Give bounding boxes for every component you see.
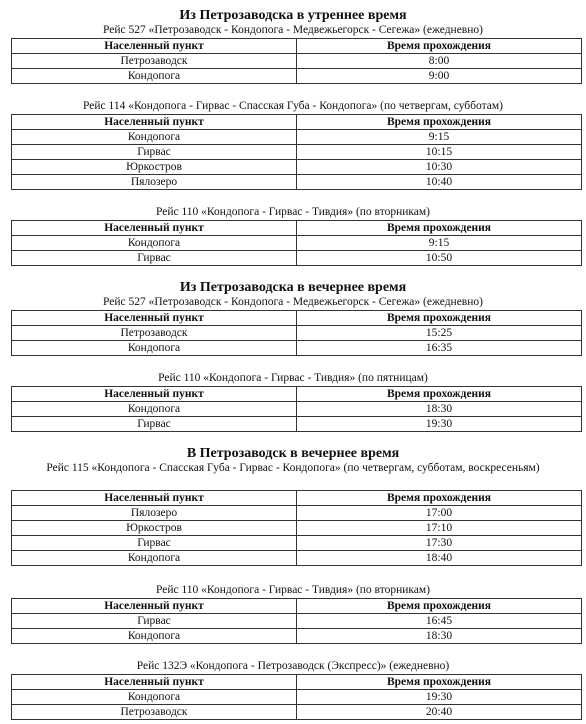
- table-row: [12, 705, 582, 720]
- cell-place: Петрозаводск: [12, 326, 297, 341]
- table-row: [12, 536, 582, 551]
- cell-place: Гирвас: [12, 614, 297, 629]
- timetable: [11, 490, 582, 566]
- route-label: Рейс 110 «Кондопога - Гирвас - Тивдия» (по вторникам): [155, 584, 431, 596]
- cell-time: 19:30: [297, 417, 582, 432]
- table-row: [12, 69, 582, 84]
- header-time: Время прохождения: [297, 599, 582, 614]
- table-row: [12, 417, 582, 432]
- cell-place: Кондопога: [12, 130, 297, 145]
- header-time: Время прохождения: [297, 39, 582, 54]
- header-place: Населенный пункт: [12, 115, 297, 130]
- cell-time: 10:50: [297, 251, 582, 266]
- timetable: [11, 38, 582, 84]
- cell-place: Пялозеро: [12, 175, 297, 190]
- table-header-row: [12, 221, 582, 236]
- cell-place: Кондопога: [12, 402, 297, 417]
- section-title-evening-to: В Петрозаводск в вечернее время: [186, 446, 400, 461]
- cell-time: 8:00: [297, 54, 582, 69]
- section-title-morning-from: Из Петрозаводска в утреннее время: [179, 8, 407, 23]
- timetable: [11, 598, 582, 644]
- cell-place: Петрозаводск: [12, 705, 297, 720]
- table-header-row: [12, 387, 582, 402]
- table-row: [12, 160, 582, 175]
- route-label: Рейс 115 «Кондопога - Спасская Губа - Гирвас - Кондопога» (по четвергам, субботам, воскресеньям): [46, 462, 540, 474]
- cell-place: Юркостров: [12, 160, 297, 175]
- table-row: [12, 54, 582, 69]
- route-label: Рейс 110 «Кондопога - Гирвас - Тивдия» (по вторникам): [155, 206, 431, 218]
- cell-time: 17:00: [297, 506, 582, 521]
- header-place: Населенный пункт: [12, 311, 297, 326]
- cell-time: 20:40: [297, 705, 582, 720]
- cell-place: Юркостров: [12, 521, 297, 536]
- table-header-row: [12, 311, 582, 326]
- table-header-row: [12, 675, 582, 690]
- cell-place: Гирвас: [12, 145, 297, 160]
- header-time: Время прохождения: [297, 491, 582, 506]
- route-label: Рейс 110 «Кондопога - Гирвас - Тивдия» (по пятницам): [158, 372, 428, 384]
- table-row: [12, 145, 582, 160]
- table-header-row: [12, 39, 582, 54]
- cell-time: 18:30: [297, 629, 582, 644]
- table-row: [12, 251, 582, 266]
- timetable: [11, 674, 582, 720]
- header-place: Населенный пункт: [12, 221, 297, 236]
- table-row: [12, 521, 582, 536]
- table-row: [12, 690, 582, 705]
- cell-place: Петрозаводск: [12, 54, 297, 69]
- table-row: [12, 506, 582, 521]
- cell-time: 19:30: [297, 690, 582, 705]
- header-time: Время прохождения: [297, 387, 582, 402]
- cell-time: 10:15: [297, 145, 582, 160]
- timetable: [11, 386, 582, 432]
- header-time: Время прохождения: [297, 221, 582, 236]
- cell-time: 10:30: [297, 160, 582, 175]
- cell-place: Гирвас: [12, 536, 297, 551]
- timetable: [11, 220, 582, 266]
- cell-time: 18:40: [297, 551, 582, 566]
- header-place: Населенный пункт: [12, 387, 297, 402]
- route-label: Рейс 527 «Петрозаводск - Кондопога - Медвежьегорск - Сегежа» (ежедневно): [103, 24, 483, 36]
- table-header-row: [12, 599, 582, 614]
- cell-place: Кондопога: [12, 341, 297, 356]
- cell-time: 9:15: [297, 130, 582, 145]
- route-label: Рейс 527 «Петрозаводск - Кондопога - Медвежьегорск - Сегежа» (ежедневно): [103, 296, 483, 308]
- route-label: Рейс 132Э «Кондопога - Петрозаводск (Экспресс)» (ежедневно): [136, 660, 450, 672]
- table-row: [12, 629, 582, 644]
- timetable: [11, 310, 582, 356]
- cell-place: Кондопога: [12, 69, 297, 84]
- header-time: Время прохождения: [297, 675, 582, 690]
- cell-time: 17:30: [297, 536, 582, 551]
- header-place: Населенный пункт: [12, 491, 297, 506]
- table-header-row: [12, 491, 582, 506]
- table-row: [12, 402, 582, 417]
- table-row: [12, 614, 582, 629]
- cell-time: 15:25: [297, 326, 582, 341]
- cell-place: Кондопога: [12, 690, 297, 705]
- cell-place: Кондопога: [12, 236, 297, 251]
- cell-place: Пялозеро: [12, 506, 297, 521]
- header-place: Населенный пункт: [12, 675, 297, 690]
- cell-time: 18:30: [297, 402, 582, 417]
- table-row: [12, 341, 582, 356]
- table-row: [12, 175, 582, 190]
- cell-place: Кондопога: [12, 551, 297, 566]
- cell-place: Кондопога: [12, 629, 297, 644]
- cell-time: 10:40: [297, 175, 582, 190]
- cell-place: Гирвас: [12, 251, 297, 266]
- timetable: [11, 114, 582, 190]
- route-label: Рейс 114 «Кондопога - Гирвас - Спасская Губа - Кондопога» (по четвергам, субботам): [83, 100, 503, 112]
- table-header-row: [12, 115, 582, 130]
- cell-place: Гирвас: [12, 417, 297, 432]
- cell-time: 9:15: [297, 236, 582, 251]
- cell-time: 9:00: [297, 69, 582, 84]
- header-time: Время прохождения: [297, 311, 582, 326]
- cell-time: 16:35: [297, 341, 582, 356]
- table-row: [12, 326, 582, 341]
- table-row: [12, 130, 582, 145]
- table-row: [12, 551, 582, 566]
- header-place: Населенный пункт: [12, 39, 297, 54]
- table-row: [12, 236, 582, 251]
- section-title-evening-from: Из Петрозаводска в вечернее время: [179, 280, 407, 295]
- header-place: Населенный пункт: [12, 599, 297, 614]
- cell-time: 16:45: [297, 614, 582, 629]
- cell-time: 17:10: [297, 521, 582, 536]
- header-time: Время прохождения: [297, 115, 582, 130]
